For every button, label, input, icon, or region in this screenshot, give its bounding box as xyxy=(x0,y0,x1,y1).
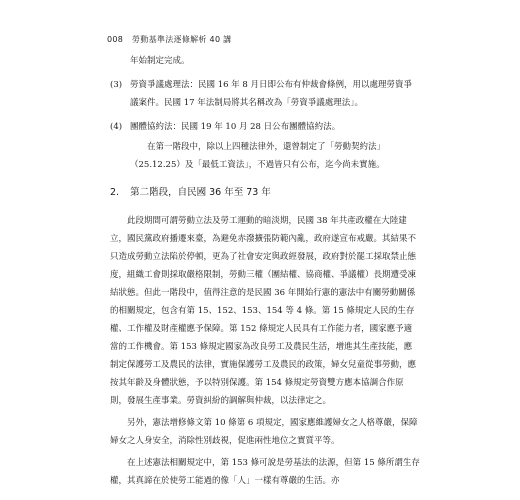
item-text: 團體協約法：民國 19 年 10 月 28 日公布團體協約法。 xyxy=(130,122,341,132)
intro-continuation xyxy=(110,52,420,70)
list-item xyxy=(110,76,420,112)
list-item xyxy=(110,118,420,136)
sub-paragraph-block xyxy=(110,138,420,174)
item-text: 勞資爭議處理法：民國 16 年 8 月日即公布有仲裁會條例，用以處理勞資爭議案件。民國 17 年法制局將其名稱改為「勞資爭議處理法」。 xyxy=(130,80,413,108)
body-paragraph: 另外，憲法增修條文第 10 條第 6 項規定，國家應維護婦女之人格尊嚴，保障婦女之人身安全，消除性別歧視，促進兩性地位之實質平等。 xyxy=(110,418,418,446)
section-heading xyxy=(110,184,420,202)
sub-paragraph: 在第一階段中，除以上四種法律外，還曾制定了「勞動契約法」（25.12.25）及「最低工資法」，不過皆只有公布，迄今尚未實施。 xyxy=(130,142,386,170)
intro-line: 年始制定完成。 xyxy=(130,56,190,66)
body-paragraph: 此段期間可謂勞動立法及勞工運動的暗淡期，民國 38 年共產政權在大陸建立，國民黨政府播遷來臺，為避免赤潑擴張防範內亂，政府遂宣布戒嚴。其結果不只造成勞動立法陷於停頓，更為了社會安定與政經發展，政府對於罷工採取禁止態度，組織工會則採取嚴格限制，勞動三權（團結權、協商權、爭議權）長期遭受凍結狀態。但此一階段中，值得注意的是民國 36 年開始行憲的憲法中有關勞動關係的相關規定，包含有第 15、152、153、154 等 4 條。第 15 條規定人民的生存權、工作權及財產權應予保障。第 152 條規定人民具有工作能力者，國家應予適當的工作機會。第 153 條規定國家為改良勞工及農民生活，增進其生產技能，應制定保護勞工及農民的法律，實施保護勞工及農民的政策，婦女兒童從事勞動，應按其年齡及身體狀態，予以特別保護。第 154 條規定勞資雙方應本協調合作原則，發展生產事業。勞資糾紛的調解與仲裁，以法律定之。 xyxy=(110,216,417,406)
section-title: 第二階段，自民國 36 年至 73 年 xyxy=(130,187,271,198)
page-number: 008 xyxy=(107,35,124,44)
running-header xyxy=(107,34,231,45)
body-paragraph: 在上述憲法相關規定中，第 153 條可說是勞基法的法源，但第 15 條所謂生存權，其真諦在於使勞工能過的像「人」一樣有尊嚴的生活。亦 xyxy=(110,458,420,486)
book-title: 勞動基準法逐條解析 40 講 xyxy=(132,35,232,44)
page-body xyxy=(110,50,420,494)
section-number: 2. xyxy=(110,187,120,198)
item-number: (3) xyxy=(110,80,123,90)
item-number: (4) xyxy=(110,122,123,132)
